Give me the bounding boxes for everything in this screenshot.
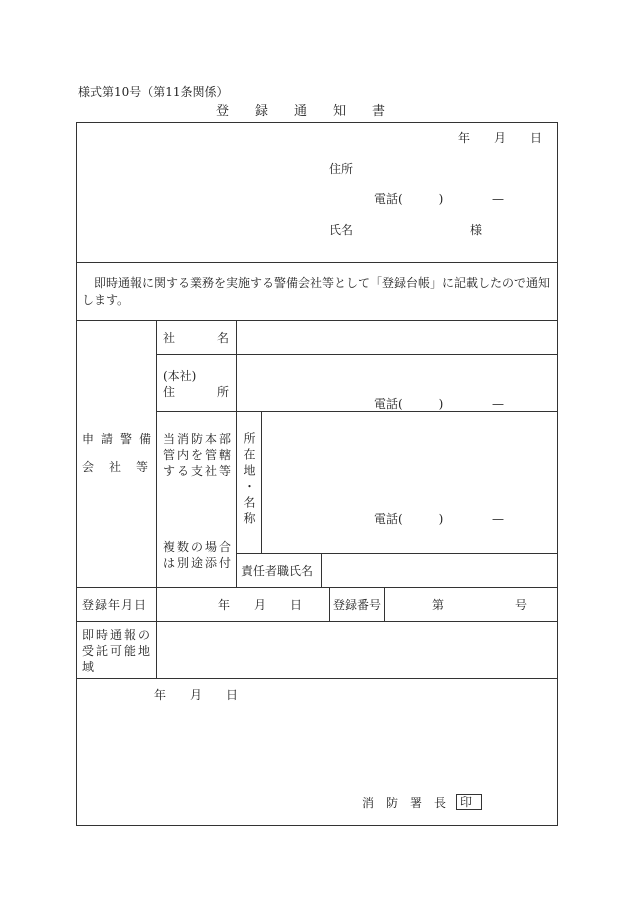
area-label-2: 受託可能地 (82, 644, 153, 658)
frame-left (76, 122, 77, 826)
rule-after-area (76, 678, 558, 679)
multiple-note-2: は別途添付 (163, 556, 234, 570)
location-name-label: 所在地・名称 (242, 432, 256, 528)
head-office-phone-dash: — (492, 397, 504, 411)
rule-before-responsible (236, 553, 558, 554)
document-title: 登 録 通 知 書 (216, 104, 386, 119)
branch-col-divider (236, 411, 237, 587)
head-office-phone-label: 電話( ) (374, 397, 444, 411)
branch-label-2: 管内を管轄 (163, 448, 234, 462)
rule-after-regdate (76, 621, 558, 622)
applicant-col-divider (156, 320, 157, 678)
header-day: 日 (530, 131, 543, 145)
seal-box: 印 (456, 794, 482, 810)
rule-after-header (76, 262, 558, 263)
number-suffix: 号 (515, 598, 528, 612)
address-label: 住所 (329, 162, 354, 176)
applicant-label-line1: 申請警備 (82, 432, 159, 446)
registration-date-label: 登録年月日 (82, 598, 148, 612)
applicant-label-line2: 会社等 (82, 460, 164, 474)
footer-month: 月 (190, 688, 203, 702)
rule-after-company (156, 354, 558, 355)
head-office-paren: (本社) (163, 369, 197, 383)
frame-right (557, 122, 558, 826)
branch-phone-label: 電話( ) (374, 512, 444, 526)
rule-after-applicant (76, 587, 558, 588)
reg-day: 日 (290, 598, 303, 612)
frame-top (76, 122, 558, 123)
responsible-col-divider (321, 553, 322, 587)
honorific: 様 (470, 223, 483, 237)
branch-label-3: する支社等 (163, 464, 234, 478)
frame-bottom (76, 825, 558, 826)
registration-number-label: 登録番号 (333, 598, 382, 612)
multiple-note-1: 複数の場合 (163, 540, 234, 554)
number-prefix: 第 (432, 598, 445, 612)
branch-phone-dash: — (492, 512, 504, 526)
header-year: 年 (458, 131, 471, 145)
regnum-label-left (329, 587, 330, 621)
head-office-address-label: 住所 (163, 385, 272, 399)
reg-month: 月 (254, 598, 267, 612)
area-label-1: 即時通報の (82, 628, 153, 642)
area-label-3: 域 (82, 660, 95, 674)
company-name-label: 社名 (163, 331, 272, 345)
footer-day: 日 (226, 688, 239, 702)
name-label: 氏名 (329, 223, 354, 237)
notice-text: 即時通報に関する業務を実施する警備会社等として「登録台帳」に記載したので通知します。 (82, 276, 551, 307)
branch-label-1: 当消防本部 (163, 432, 234, 446)
signer-title: 消 防 署 長 (362, 796, 447, 810)
header-month: 月 (494, 131, 507, 145)
location-col-divider (261, 411, 262, 553)
responsible-label: 責任者職氏名 (241, 564, 314, 578)
form-number: 様式第10号（第11条関係） (78, 85, 229, 99)
rule-after-notice (76, 320, 558, 321)
rule-after-headoffice (156, 411, 558, 412)
phone-label: 電話( ) (374, 192, 444, 206)
footer-year: 年 (154, 688, 167, 702)
phone-dash: — (492, 192, 504, 206)
regnum-label-right (384, 587, 385, 621)
reg-year: 年 (218, 598, 231, 612)
